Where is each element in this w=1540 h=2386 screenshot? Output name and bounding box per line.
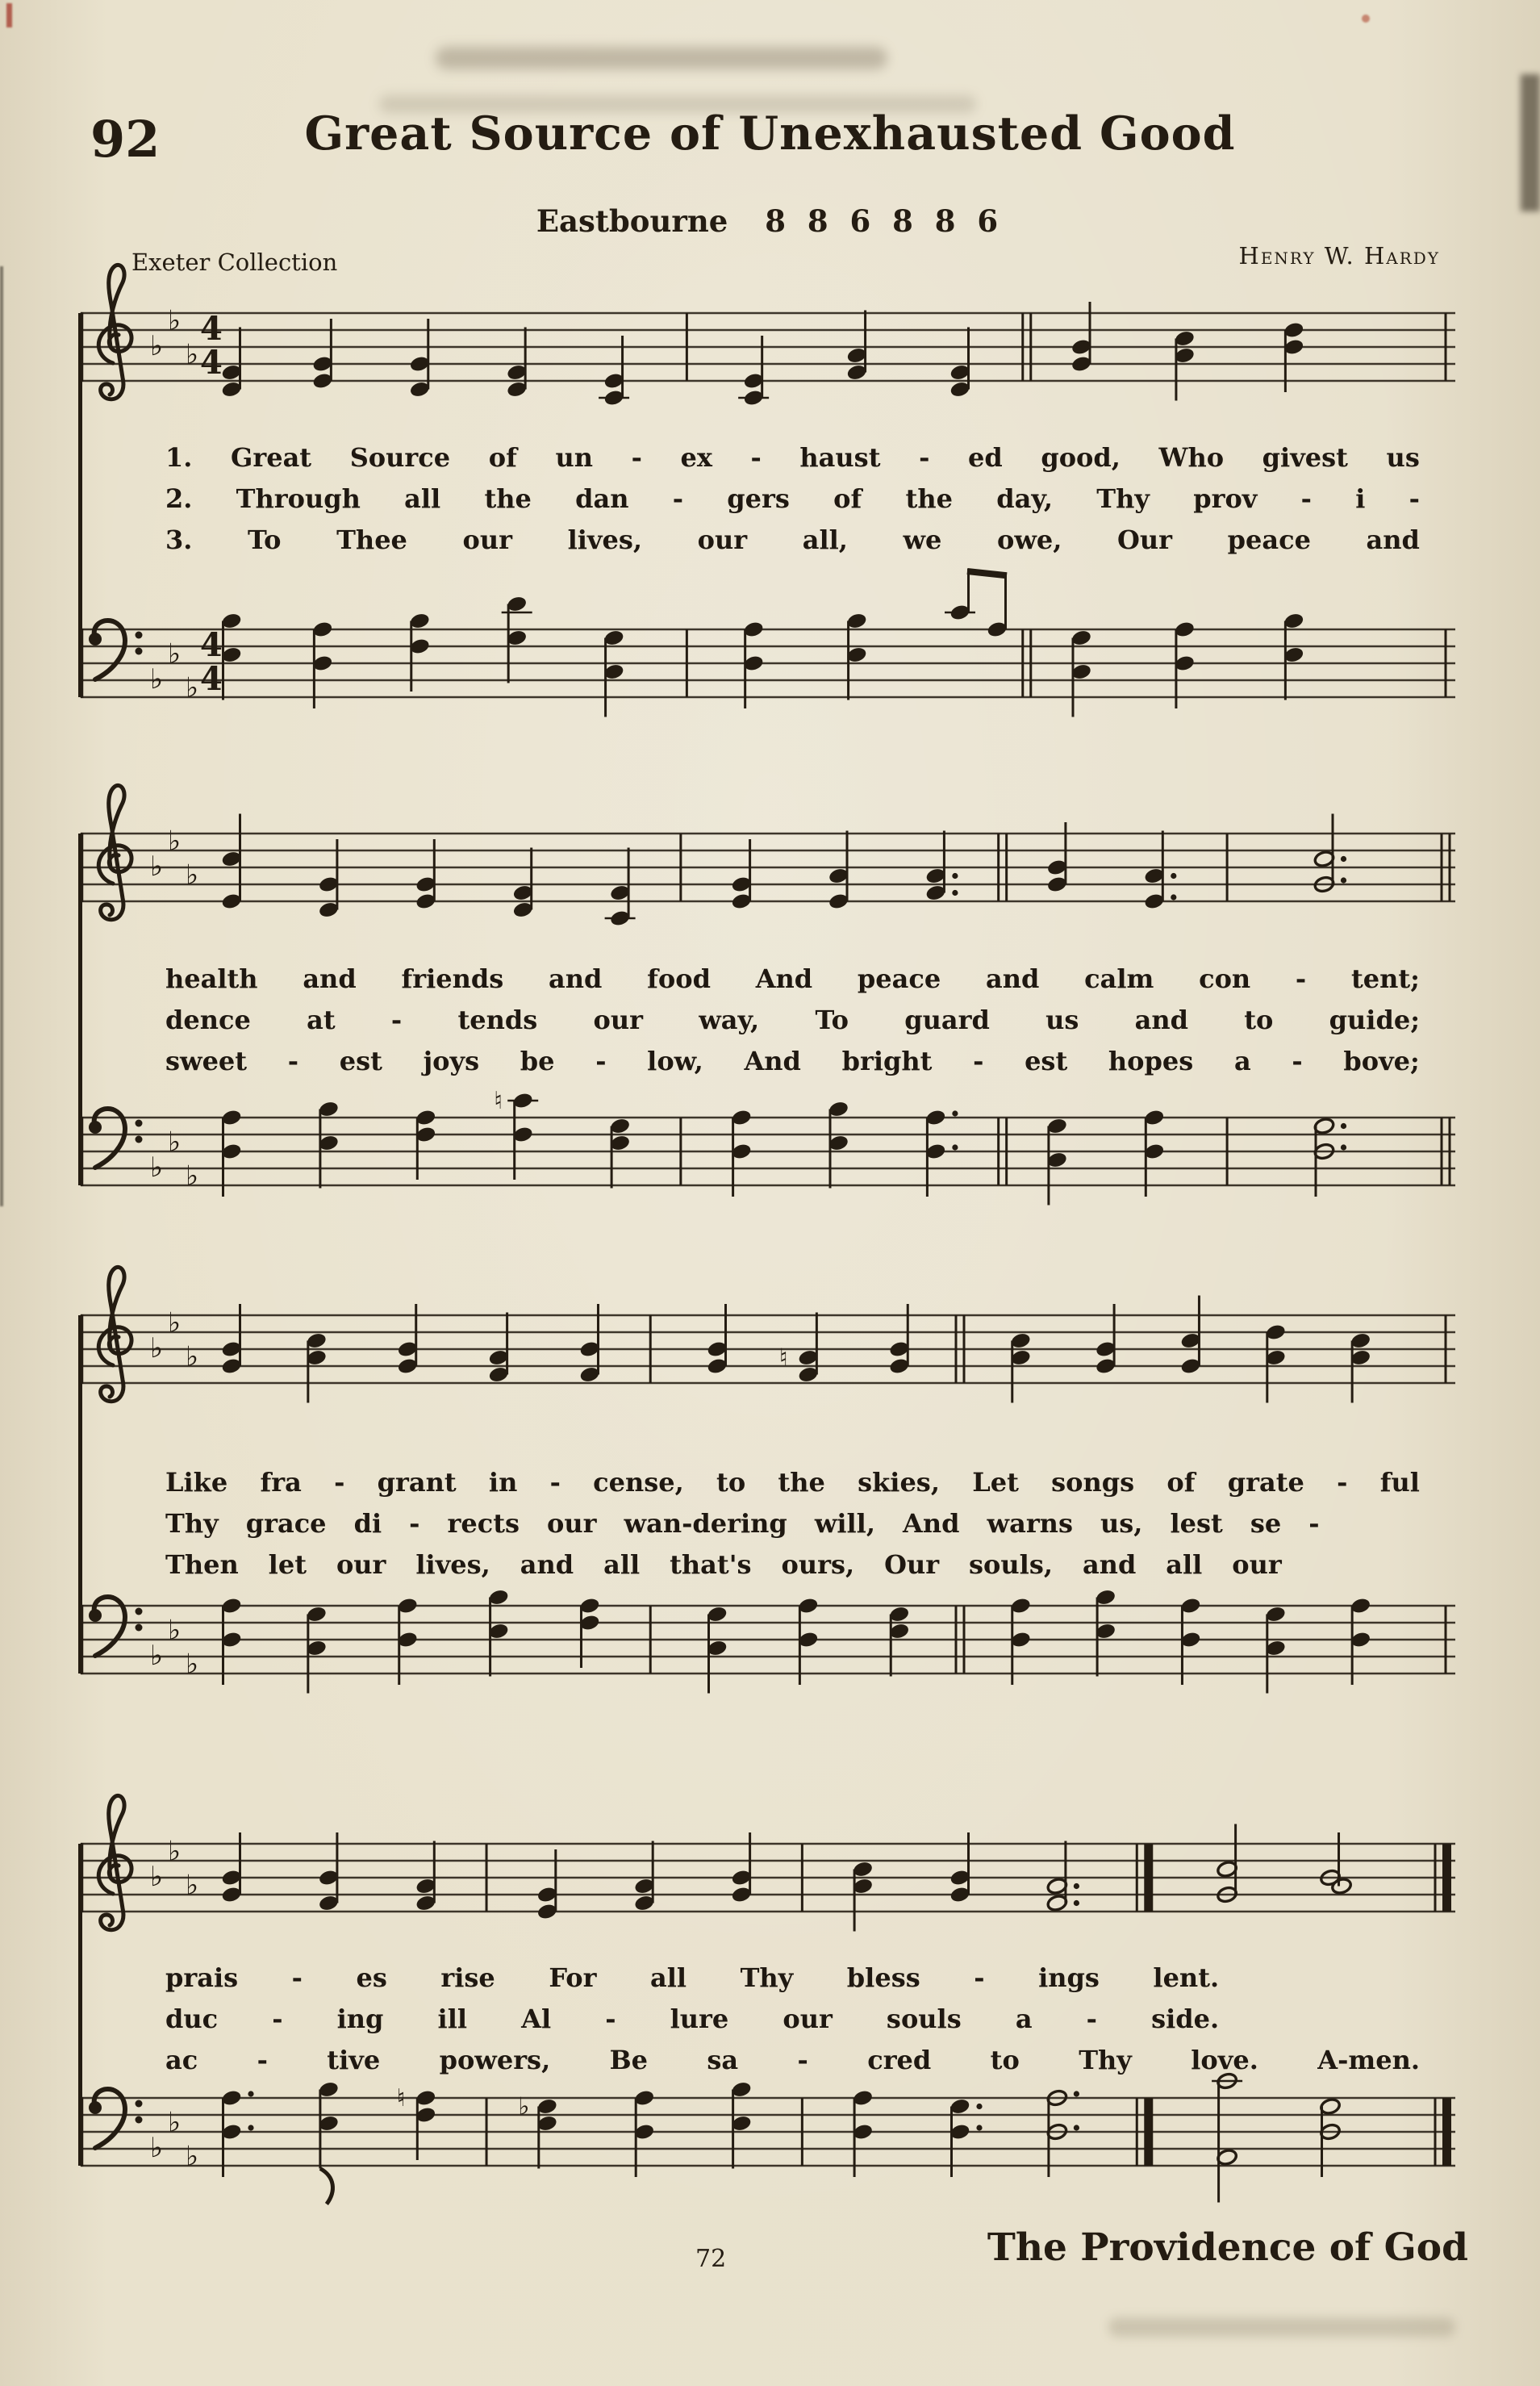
lyric-token: we <box>903 524 942 555</box>
lyric-hyphen: - <box>1308 1508 1320 1539</box>
lyric-token: Al <box>521 2004 552 2034</box>
lyric-token: 2. <box>165 483 193 514</box>
lyric-token: our <box>783 2004 833 2034</box>
lyric-token: a <box>1015 2004 1033 2034</box>
lyric-token: to <box>716 1467 746 1498</box>
lyric-row <box>165 959 1420 1000</box>
svg-text:♭: ♭ <box>186 2140 199 2173</box>
tune-name: Eastbourne <box>536 203 728 239</box>
svg-text:♭: ♭ <box>186 859 199 892</box>
svg-text:♭: ♭ <box>186 671 199 704</box>
lyric-hyphen: - <box>631 442 642 473</box>
lyric-token: gers <box>727 483 790 514</box>
lyric-token: grant <box>377 1467 457 1498</box>
lyric-token: all, <box>802 524 848 555</box>
svg-text:♮: ♮ <box>778 1343 788 1373</box>
lyric-token: wan-dering <box>624 1508 787 1539</box>
svg-text:♭: ♭ <box>150 1640 164 1672</box>
svg-text:♮: ♮ <box>396 2084 406 2112</box>
lyric-token: i <box>1355 483 1366 514</box>
lyric-token: powers, <box>439 2045 551 2075</box>
lyric-token: cred <box>867 2045 932 2075</box>
lyric-token: Thee <box>336 524 407 555</box>
lyric-token: ings <box>1038 1962 1100 1993</box>
lyric-hyphen: - <box>595 1046 607 1076</box>
lyric-hyphen: - <box>287 1046 299 1076</box>
lyric-token: the <box>484 483 532 514</box>
tune-line <box>0 203 1540 239</box>
lyric-hyphen: - <box>672 483 684 514</box>
lyric-token: con <box>1199 963 1251 994</box>
lyric-token: hopes <box>1108 1046 1194 1076</box>
lyric-token: skies, <box>858 1467 940 1498</box>
lyric-token: warns <box>987 1508 1073 1539</box>
lyric-token: our <box>1232 1549 1282 1580</box>
lyric-hyphen: - <box>797 2045 808 2075</box>
lyric-token: guard <box>904 1005 990 1035</box>
lyric-token: and <box>1366 524 1420 555</box>
lyric-token: our <box>593 1005 643 1035</box>
lyric-token: friends <box>401 963 504 994</box>
lyric-token: to <box>1244 1005 1274 1035</box>
lyric-token: of <box>1166 1467 1196 1498</box>
lyric-token: souls, <box>969 1549 1053 1580</box>
lyric-token: all <box>1166 1549 1203 1580</box>
lyric-token: lest <box>1170 1508 1223 1539</box>
lyric-token: all <box>404 483 441 514</box>
lyric-token: ing <box>336 2004 384 2034</box>
composer-attribution: Henry W. Hardy <box>1238 242 1440 270</box>
lyric-token: our <box>462 524 512 555</box>
svg-text:4: 4 <box>200 344 223 382</box>
lyric-token: ill <box>437 2004 467 2034</box>
lyric-token: lure <box>670 2004 729 2034</box>
svg-text:4: 4 <box>200 660 223 698</box>
lyric-hyphen: - <box>272 2004 283 2034</box>
lyric-token: bright <box>841 1046 933 1076</box>
lyric-token: 1. <box>165 442 193 473</box>
lyric-token: Then <box>165 1549 239 1580</box>
lyric-token: joys <box>423 1046 480 1076</box>
lyric-hyphen: - <box>605 2004 616 2034</box>
lyric-token: prais <box>165 1962 239 1993</box>
lyric-token: Through <box>236 483 361 514</box>
svg-text:♭: ♭ <box>150 850 164 883</box>
svg-text:♭: ♭ <box>150 330 164 362</box>
svg-text:♭: ♭ <box>186 1160 199 1193</box>
bleed-through-artifact <box>1108 2317 1455 2337</box>
svg-text:♭: ♭ <box>168 637 182 671</box>
lyric-hyphen: - <box>1295 963 1307 994</box>
svg-text:♭: ♭ <box>168 1835 182 1868</box>
lyric-token: To <box>815 1005 849 1035</box>
lyric-token: guide; <box>1329 1005 1420 1035</box>
lyric-token: our <box>697 524 748 555</box>
lyric-token: tive <box>327 2045 381 2075</box>
lyric-token: haust <box>799 442 881 473</box>
lyric-token: A-men. <box>1317 2045 1420 2075</box>
bleed-through-artifact <box>436 47 887 69</box>
lyric-token: bove; <box>1343 1046 1420 1076</box>
svg-text:♭: ♭ <box>518 2092 530 2121</box>
section-title: The Providence of God <box>987 2225 1468 2270</box>
lyric-hyphen: - <box>1300 483 1312 514</box>
lyrics-block-1 <box>165 437 1420 561</box>
red-ink-mark <box>1362 15 1370 23</box>
lyric-token: And <box>744 1046 801 1076</box>
lyric-token: bless <box>846 1962 920 1993</box>
svg-text:♭: ♭ <box>168 2106 182 2139</box>
lyric-token: low, <box>647 1046 703 1076</box>
lyric-token: tends <box>457 1005 538 1035</box>
lyric-hyphen: - <box>549 1467 561 1498</box>
lyric-token: all <box>603 1549 641 1580</box>
lyric-token: For <box>549 1962 597 1993</box>
lyric-token: Our <box>1117 524 1173 555</box>
svg-text:♭: ♭ <box>150 1151 164 1184</box>
lyric-token: sa <box>707 2045 739 2075</box>
lyric-row <box>165 478 1420 520</box>
lyric-token: est <box>339 1046 382 1076</box>
lyric-token: and <box>1082 1549 1137 1580</box>
lyric-token: Source <box>349 442 451 473</box>
lyric-token: food <box>647 963 711 994</box>
bass-staff-system-1 <box>74 573 1470 758</box>
svg-text:♭: ♭ <box>186 1648 199 1681</box>
red-ink-mark <box>6 3 12 27</box>
lyric-token: be <box>520 1046 555 1076</box>
lyric-token: and <box>520 1549 574 1580</box>
bass-staff-system-4 <box>74 2041 1470 2227</box>
lyric-row <box>165 520 1420 561</box>
lyric-hyphen: - <box>257 2045 268 2075</box>
treble-staff-system-4 <box>74 1787 1470 1973</box>
tune-meter: 8 8 6 8 8 6 <box>765 203 1004 239</box>
svg-text:♭: ♭ <box>168 1126 182 1159</box>
lyric-hyphen: - <box>1409 483 1420 514</box>
lyric-token: of <box>488 442 517 473</box>
lyric-token: lent. <box>1153 1962 1220 1993</box>
lyric-token: Be <box>609 2045 648 2075</box>
lyric-token: us, <box>1100 1508 1143 1539</box>
lyric-token: ac <box>165 2045 198 2075</box>
lyric-token: our <box>547 1508 597 1539</box>
lyric-token: ed <box>967 442 1003 473</box>
lyric-row <box>165 437 1420 478</box>
lyric-hyphen: - <box>974 1962 985 1993</box>
lyric-token: us <box>1386 442 1420 473</box>
lyric-token: es <box>356 1962 387 1993</box>
lyric-token: Thy <box>1079 2045 1132 2075</box>
lyric-token: ex <box>680 442 712 473</box>
lyric-token: Great <box>231 442 312 473</box>
lyric-token: lives, <box>567 524 643 555</box>
lyric-token: love. <box>1191 2045 1258 2075</box>
lyric-token: est <box>1025 1046 1068 1076</box>
bass-staff-system-2 <box>74 1061 1470 1247</box>
lyric-row <box>165 1000 1420 1041</box>
lyric-token: cense, <box>593 1467 684 1498</box>
lyric-token: And <box>755 963 813 994</box>
treble-staff-system-3 <box>74 1259 1470 1444</box>
svg-text:4: 4 <box>200 310 223 348</box>
lyric-token: grace <box>245 1508 327 1539</box>
lyric-token: Thy <box>165 1508 219 1539</box>
lyric-token: dence <box>165 1005 251 1035</box>
svg-text:♭: ♭ <box>150 2132 164 2164</box>
lyric-row <box>165 1958 1219 1999</box>
lyric-token: our <box>336 1549 386 1580</box>
lyric-hyphen: - <box>1086 2004 1097 2034</box>
lyric-token: Thy <box>1096 483 1150 514</box>
lyric-token: di <box>353 1508 382 1539</box>
lyric-token: lives, <box>415 1549 490 1580</box>
lyric-token: side. <box>1151 2004 1220 2034</box>
lyric-row <box>165 1462 1420 1503</box>
lyric-token: owe, <box>997 524 1062 555</box>
lyric-token: un <box>555 442 593 473</box>
svg-text:♭: ♭ <box>168 825 182 858</box>
lyric-token: se <box>1250 1508 1282 1539</box>
lyric-token: at <box>307 1005 336 1035</box>
lyric-token: grate <box>1227 1467 1304 1498</box>
svg-text:♭: ♭ <box>168 1306 182 1339</box>
lyric-hyphen: - <box>291 1962 303 1993</box>
lyric-token: and <box>548 963 603 994</box>
svg-text:♭: ♭ <box>168 304 182 337</box>
lyric-hyphen: - <box>334 1467 345 1498</box>
lyric-hyphen: - <box>919 442 930 473</box>
lyric-token: good, <box>1041 442 1121 473</box>
lyric-token: prov <box>1193 483 1258 514</box>
lyric-token: rects <box>447 1508 520 1539</box>
lyric-hyphen: - <box>1292 1046 1303 1076</box>
svg-text:♭: ♭ <box>186 1340 199 1373</box>
lyric-token: peace <box>1227 524 1311 555</box>
lyric-token: and <box>985 963 1040 994</box>
lyric-token: in <box>488 1467 518 1498</box>
lyric-token: all <box>650 1962 687 1993</box>
lyric-token: of <box>833 483 862 514</box>
lyric-token: health <box>165 963 258 994</box>
lyric-token: songs <box>1051 1467 1135 1498</box>
lyric-token: way, <box>699 1005 760 1035</box>
svg-text:♭: ♭ <box>150 663 164 696</box>
lyric-token: a <box>1233 1046 1251 1076</box>
lyric-token: us <box>1045 1005 1079 1035</box>
lyric-token: sweet <box>165 1046 248 1076</box>
lyric-token: Our <box>884 1549 940 1580</box>
svg-text:4: 4 <box>200 626 223 664</box>
lyric-hyphen: - <box>973 1046 984 1076</box>
lyric-token: calm <box>1084 963 1154 994</box>
lyric-token: givest <box>1262 442 1348 473</box>
lyric-token: dan <box>575 483 629 514</box>
lyric-token: Who <box>1158 442 1225 473</box>
lyric-token: fra <box>260 1467 302 1498</box>
svg-text:♭: ♭ <box>150 1332 164 1364</box>
bass-staff-system-3 <box>74 1549 1470 1735</box>
hymn-number: 92 <box>90 110 161 169</box>
svg-text:♭: ♭ <box>186 338 199 371</box>
lyric-token: Thy <box>740 1962 794 1993</box>
lyric-token: souls <box>886 2004 962 2034</box>
lyric-token: ful <box>1379 1467 1420 1498</box>
lyric-hyphen: - <box>750 442 762 473</box>
lyric-token: duc <box>165 2004 219 2034</box>
svg-text:♭: ♭ <box>168 1614 182 1647</box>
lyric-token: to <box>990 2045 1020 2075</box>
lyric-token: and <box>303 963 357 994</box>
page-edge-line <box>0 266 3 1206</box>
lyric-token: peace <box>857 963 941 994</box>
lyric-token: tent; <box>1350 963 1420 994</box>
lyric-row <box>165 1503 1320 1544</box>
lyric-token: let <box>268 1549 307 1580</box>
lyric-token: ours, <box>781 1549 855 1580</box>
lyric-token: and <box>1134 1005 1188 1035</box>
source-attribution: Exeter Collection <box>131 249 338 276</box>
lyric-token: will, <box>814 1508 875 1539</box>
lyric-token: the <box>778 1467 825 1498</box>
svg-text:♭: ♭ <box>186 1869 199 1902</box>
hymn-title: Great Source of Unexhausted Good <box>304 107 1236 161</box>
lyric-hyphen: - <box>390 1005 403 1035</box>
treble-staff-system-2 <box>74 777 1470 963</box>
lyric-token: Like <box>165 1467 228 1498</box>
lyric-token: the <box>905 483 953 514</box>
lyric-token: And <box>903 1508 960 1539</box>
lyric-token: 3. <box>165 524 193 555</box>
lyric-token: Let <box>972 1467 1019 1498</box>
lyric-token: day, <box>996 483 1053 514</box>
svg-text:♮: ♮ <box>494 1087 503 1115</box>
page-number: 72 <box>695 2245 727 2273</box>
lyric-hyphen: - <box>1337 1467 1348 1498</box>
lyric-token: To <box>248 524 282 555</box>
svg-text:♭: ♭ <box>150 1861 164 1893</box>
lyric-token: that's <box>670 1549 752 1580</box>
lyric-hyphen: - <box>409 1508 420 1539</box>
treble-staff-system-1 <box>74 257 1470 442</box>
lyric-token: rise <box>440 1962 495 1993</box>
lyric-row <box>165 1999 1219 2040</box>
